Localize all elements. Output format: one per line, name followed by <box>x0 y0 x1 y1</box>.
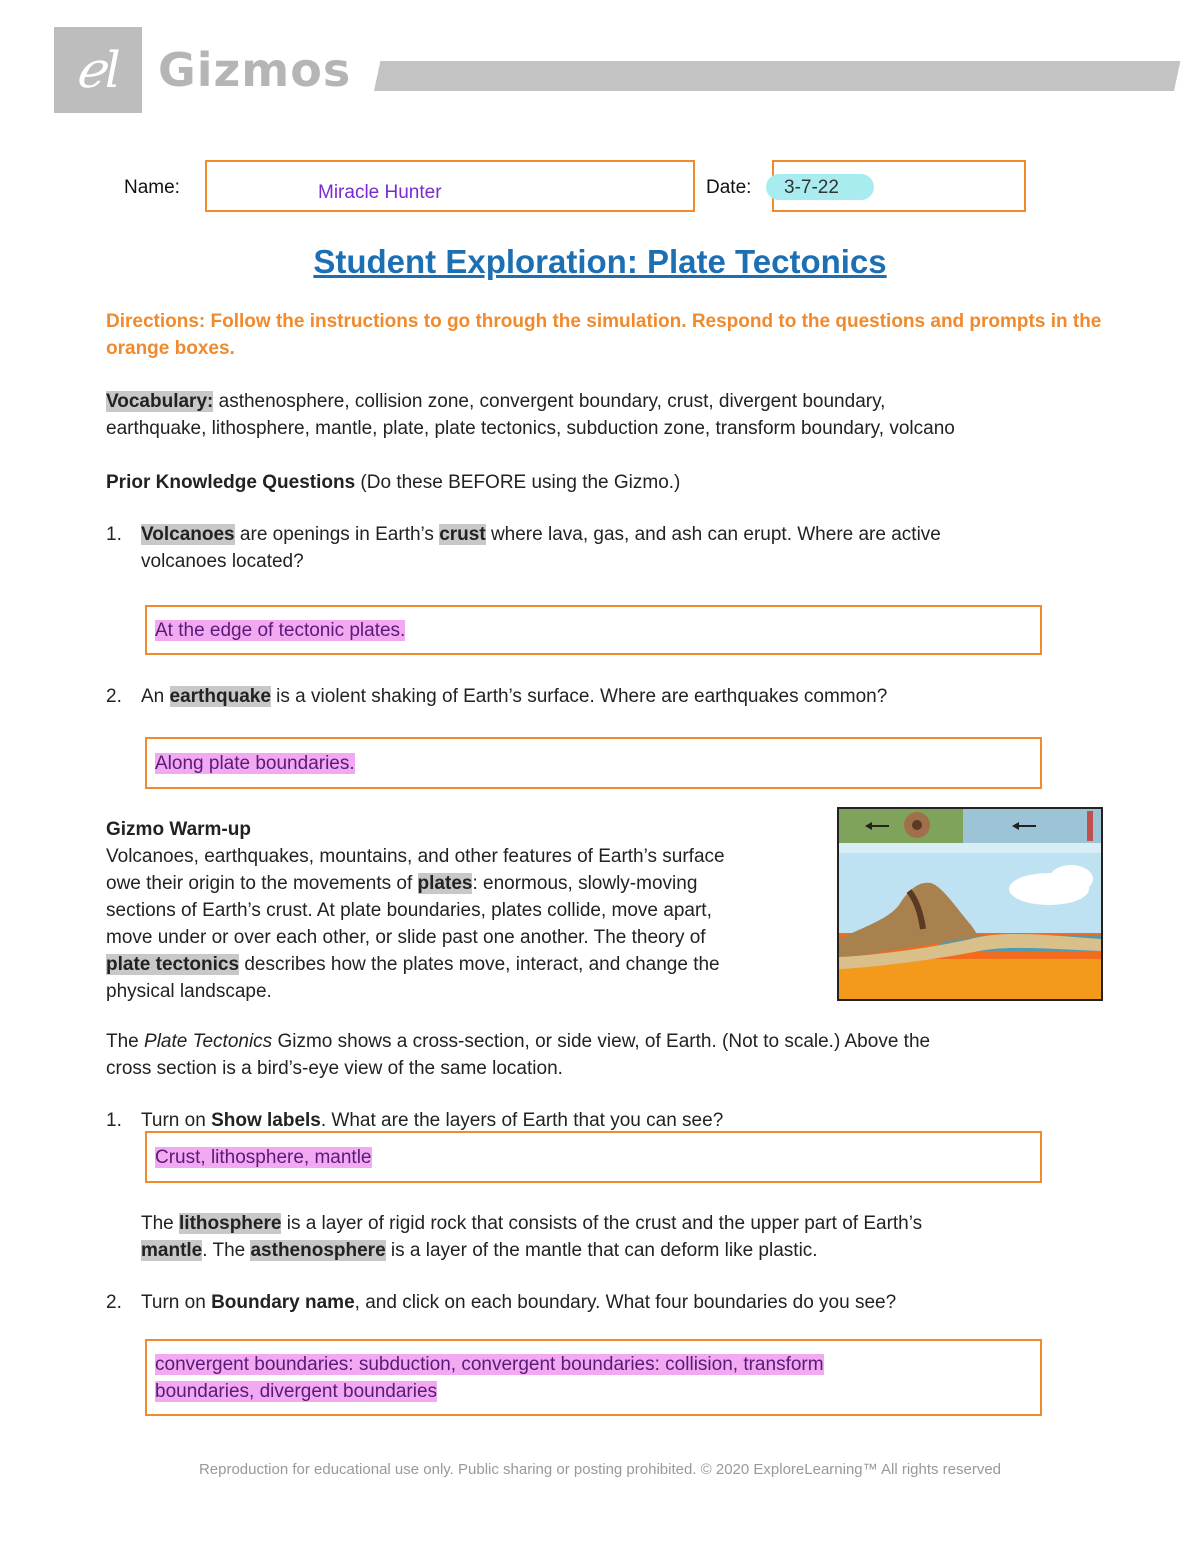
note-b: is a layer of rigid rock that consists of the crust and the upper part of Earth’s <box>281 1213 923 1234</box>
note-term-lithosphere: lithosphere <box>179 1213 282 1234</box>
task1-text-a: Turn on <box>141 1110 212 1131</box>
task2-answer-line2: boundaries, divergent boundaries <box>155 1381 438 1402</box>
warmup-line2a: owe their origin to the movements of <box>106 873 418 894</box>
task2-text <box>141 1289 1101 1316</box>
q2-answer: Along plate boundaries. <box>155 753 355 774</box>
volcano-top-view-icon <box>904 812 930 838</box>
task1-text-b: . What are the layers of Earth that you can see? <box>320 1110 724 1131</box>
task2-number: 2. <box>106 1292 122 1313</box>
header-bar <box>374 61 1180 91</box>
task1-show-labels: Show labels <box>211 1110 321 1131</box>
note-a: The <box>141 1213 180 1234</box>
q1-answer-wrap <box>155 618 405 643</box>
prior-knowledge-heading <box>106 469 680 496</box>
task2-boundary-name: Boundary name <box>211 1292 355 1313</box>
page-title: Student Exploration: Plate Tectonics <box>313 243 887 280</box>
q1-term-volcanoes: Volcanoes <box>141 524 235 545</box>
q1-text <box>141 521 1101 575</box>
q2-term-earthquake: earthquake <box>169 686 271 707</box>
warmup-line1: Volcanoes, earthquakes, mountains, and other features of Earth’s surface <box>106 846 725 867</box>
q2-number: 2. <box>106 686 122 707</box>
task1-answer-wrap <box>155 1145 372 1170</box>
warmup-line5: describes how the plates move, interact, and change the <box>239 954 720 975</box>
warmup-term-plates: plates <box>417 873 473 894</box>
task2-text-b: , and click on each boundary. What four boundaries do you see? <box>354 1292 897 1313</box>
name-value: Miracle Hunter <box>318 182 442 203</box>
gizmo-desc-c: cross section is a bird’s-eye view of the same location. <box>106 1058 563 1079</box>
warmup-line6: physical landscape. <box>106 981 272 1002</box>
note-c: . The <box>202 1240 251 1261</box>
warmup-line4: move under or over each other, or slide past one another. The theory of <box>106 927 706 948</box>
q1-term-crust: crust <box>439 524 486 545</box>
directions: Directions: Follow the instructions to go through the simulation. Respond to the questions and prompts in the orange boxes. <box>106 311 1102 359</box>
task2-answer-wrap <box>155 1352 824 1406</box>
note-term-asthenosphere: asthenosphere <box>250 1240 386 1261</box>
date-label: Date: <box>706 177 752 198</box>
warmup-heading: Gizmo Warm-up <box>106 819 251 840</box>
vocabulary-label: Vocabulary: <box>106 391 214 412</box>
warmup-line3: sections of Earth’s crust. At plate boundaries, plates collide, move apart, <box>106 900 712 921</box>
vocabulary-line2: earthquake, lithosphere, mantle, plate, plate tectonics, subduction zone, transform boundary, volcano <box>106 418 955 439</box>
name-field[interactable] <box>205 160 695 212</box>
gizmo-desc-a: The <box>106 1031 145 1052</box>
q1-text-c: volcanoes located? <box>141 551 304 572</box>
plate-tectonics-figure <box>837 807 1103 1001</box>
q2-text <box>141 683 1101 710</box>
vocabulary <box>106 388 1106 442</box>
gizmo-description <box>106 1028 1106 1082</box>
q1-number: 1. <box>106 524 122 545</box>
task1-number: 1. <box>106 1110 122 1131</box>
gizmo-desc-title: Plate Tectonics <box>144 1031 273 1052</box>
vocabulary-line1: asthenosphere, collision zone, convergent boundary, crust, divergent boundary, <box>213 391 886 412</box>
q2-text-b: is a violent shaking of Earth’s surface. Where are earthquakes common? <box>270 686 888 707</box>
warmup-section <box>106 816 826 1005</box>
task1-answer: Crust, lithosphere, mantle <box>155 1147 372 1168</box>
footer-copyright: Reproduction for educational use only. Public sharing or posting prohibited. © 2020 ExploreLearning™ All rights reserved <box>198 1461 1002 1478</box>
q2-text-a: An <box>141 686 170 707</box>
date-value: 3-7-22 <box>784 177 839 198</box>
task1-text <box>141 1107 1101 1134</box>
brand-name: Gizmos <box>158 43 352 97</box>
q1-answer: At the edge of tectonic plates. <box>155 620 406 641</box>
cross-section-illustration <box>839 809 1101 999</box>
prior-note: (Do these BEFORE using the Gizmo.) <box>355 472 681 493</box>
explorelearning-logo: ℯl <box>75 41 121 99</box>
warmup-line2b: : enormous, slowly-moving <box>472 873 698 894</box>
q2-answer-wrap <box>155 751 355 776</box>
task2-answer-line1: convergent boundaries: subduction, convergent boundaries: collision, transform <box>155 1354 824 1375</box>
name-label: Name: <box>124 177 180 198</box>
note-d: is a layer of the mantle that can deform like plastic. <box>385 1240 818 1261</box>
note-term-mantle: mantle <box>141 1240 203 1261</box>
prior-heading: Prior Knowledge Questions <box>106 472 356 493</box>
q1-text-a: are openings in Earth’s <box>234 524 440 545</box>
layers-note <box>141 1210 1101 1264</box>
q1-text-b: where lava, gas, and ash can erupt. Where are active <box>485 524 941 545</box>
warmup-term-plate-tectonics: plate tectonics <box>106 954 240 975</box>
gizmo-desc-b: Gizmo shows a cross-section, or side view, of Earth. (Not to scale.) Above the <box>272 1031 931 1052</box>
task2-text-a: Turn on <box>141 1292 212 1313</box>
